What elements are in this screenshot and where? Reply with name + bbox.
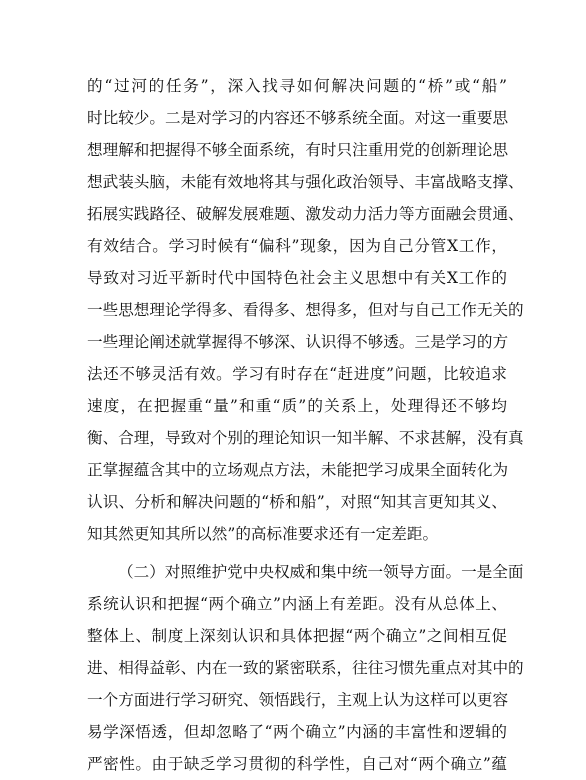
paragraph-line: 有效结合。学习时候有“偏科”现象，因为自己分管X工作， [87,237,507,255]
paragraph-line: 想理解和把握得不够全面系统，有时只注重用党的创新理论思 [87,141,509,159]
paragraph-line: 一些思想理论学得多、看得多、想得多，但对与自己工作无关的 [87,301,524,319]
paragraph-line: 时比较少。二是对学习的内容还不够系统全面。对这一重要思 [87,109,509,127]
paragraph-line: 系统认识和把握“两个确立”内涵上有差距。没有从总体上、 [87,595,507,613]
paragraph-line: 知其然更知其所以然”的高标准要求还有一定差距。 [87,525,439,543]
paragraph-line: 想武装头脑，未能有效地将其与强化政治领导、丰富战略支撑、 [87,173,524,191]
paragraph-line: （二）对照维护党中央权威和集中统一领导方面。一是全面 [118,563,524,581]
paragraph-line: 整体上、制度上深刻认识和具体把握“两个确立”之间相互促 [87,627,507,645]
body-text [87,70,524,780]
paragraph-line: 导致对习近平新时代中国特色社会主义思想中有关X工作的 [87,269,507,287]
paragraph-line: 法还不够灵活有效。学习有时存在“赶进度”问题，比较追求 [87,365,507,383]
paragraph-line: 衡、合理，导致对个别的理论知识一知半解、不求甚解，没有真 [87,429,524,447]
paragraph-1 [87,70,524,550]
paragraph-line: 一些理论阐述就掌握得不够深、认识得不够透。三是学习的方 [87,333,509,351]
paragraph-line: 速度，在把握重“量”和重“质”的关系上，处理得还不够均 [87,397,507,415]
paragraph-line: 一个方面进行学习研究、领悟践行，主观上认为这样可以更容 [87,691,509,709]
paragraph-2 [87,556,524,780]
paragraph-line: 严密性。由于缺乏学习贯彻的科学性，自己对“两个确立”蕴 [87,755,507,773]
paragraph-line: 拓展实践路径、破解发展难题、激发动力活力等方面融会贯通、 [87,205,524,223]
paragraph-line: 进、相得益彰、内在一致的紧密联系，往往习惯先重点对其中的 [87,659,524,677]
paragraph-line: 的“过河的任务”，深入找寻如何解决问题的“桥”或“船” [87,77,507,95]
paragraph-line: 正掌握蕴含其中的立场观点方法，未能把学习成果全面转化为 [87,461,509,479]
paragraph-line: 认识、分析和解决问题的“桥和船”，对照“知其言更知其义、 [87,493,507,511]
paragraph-line: 易学深悟透，但却忽略了“两个确立”内涵的丰富性和逻辑的 [87,723,507,741]
